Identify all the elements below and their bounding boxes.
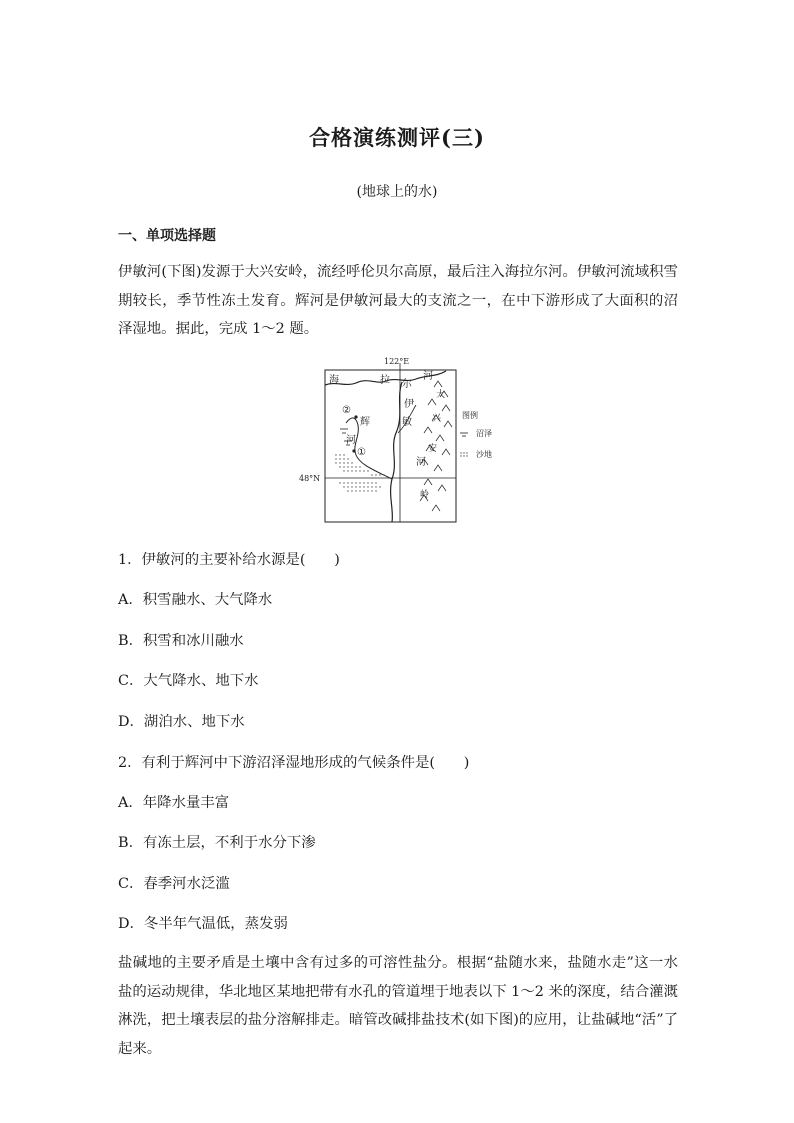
label-marker-2: ② <box>342 405 351 416</box>
label-xing: 兴 <box>432 414 442 424</box>
page-title: 合格演练测评(三) <box>309 125 485 150</box>
label-marker-1: ① <box>357 447 366 458</box>
label-an: 安 <box>428 444 438 454</box>
sandland-area <box>335 454 384 491</box>
section-heading: 一、单项选择题 <box>118 228 216 244</box>
label-la: 拉 <box>380 375 390 386</box>
legend-sand-symbol <box>460 452 467 456</box>
label-he-mid: 河 <box>416 457 426 468</box>
q2-option-b: B．有冻土层，不利于水分下渗 <box>118 835 316 851</box>
lat-label: 48°N <box>299 474 321 483</box>
q1-option-c: C．大气降水、地下水 <box>118 673 259 689</box>
label-ling: 岭 <box>420 490 430 500</box>
intro-paragraph-2: 盐碱地的主要矛盾是土壤中含有过多的可溶性盐分。根据“盐随水来，盐随水走”这一水盐的运动规律，华北地区某地把带有水孔的管道埋于地表以下 1～2 米的深度，结合灌溉淋洗，把土壤表层的盐分溶解排走。暗管改碱排盐技术(如下图)的应用，让盐碱地“活”了起来。 <box>118 955 678 1057</box>
question-1: 1．伊敏河的主要补给水源是( ) <box>118 552 340 568</box>
label-hai: 海 <box>329 375 339 386</box>
label-min: 敏 <box>402 417 412 428</box>
lon-label: 122°E <box>384 357 410 366</box>
q1-option-a: A．积雪融水、大气降水 <box>118 592 273 608</box>
legend-sand: 沙地 <box>476 450 492 459</box>
label-er: 尔 <box>402 379 412 390</box>
intro-paragraph-1: 伊敏河(下图)发源于大兴安岭，流经呼伦贝尔高原，最后注入海拉尔河。伊敏河流域积雪期较长，季节性冻土发育。辉河是伊敏河最大的支流之一，在中下游形成了大面积的沼泽湿地。据此，完成 1～2 题。 <box>118 264 678 338</box>
label-he-hui: 河 <box>346 435 356 446</box>
label-hui: 辉 <box>360 417 370 428</box>
point-1 <box>352 449 355 452</box>
legend-title: 图例 <box>462 411 478 420</box>
q2-option-a: A．年降水量丰富 <box>118 795 230 811</box>
legend-swamp: 沼泽 <box>476 429 492 438</box>
q1-option-d: D．湖泊水、地下水 <box>118 714 245 730</box>
yimin-river-map <box>296 355 506 525</box>
question-2: 2．有利于辉河中下游沼泽湿地形成的气候条件是( ) <box>118 755 470 771</box>
q2-option-c: C．春季河水泛滥 <box>118 876 230 892</box>
q2-option-d: D．冬半年气温低，蒸发弱 <box>118 916 288 932</box>
page-subtitle: (地球上的水) <box>356 184 438 200</box>
label-he-top: 河 <box>423 371 433 382</box>
label-da: 大 <box>436 390 446 400</box>
point-2 <box>354 415 357 418</box>
label-yi: 伊 <box>404 399 414 410</box>
q1-option-b: B．积雪和冰川融水 <box>118 633 244 649</box>
